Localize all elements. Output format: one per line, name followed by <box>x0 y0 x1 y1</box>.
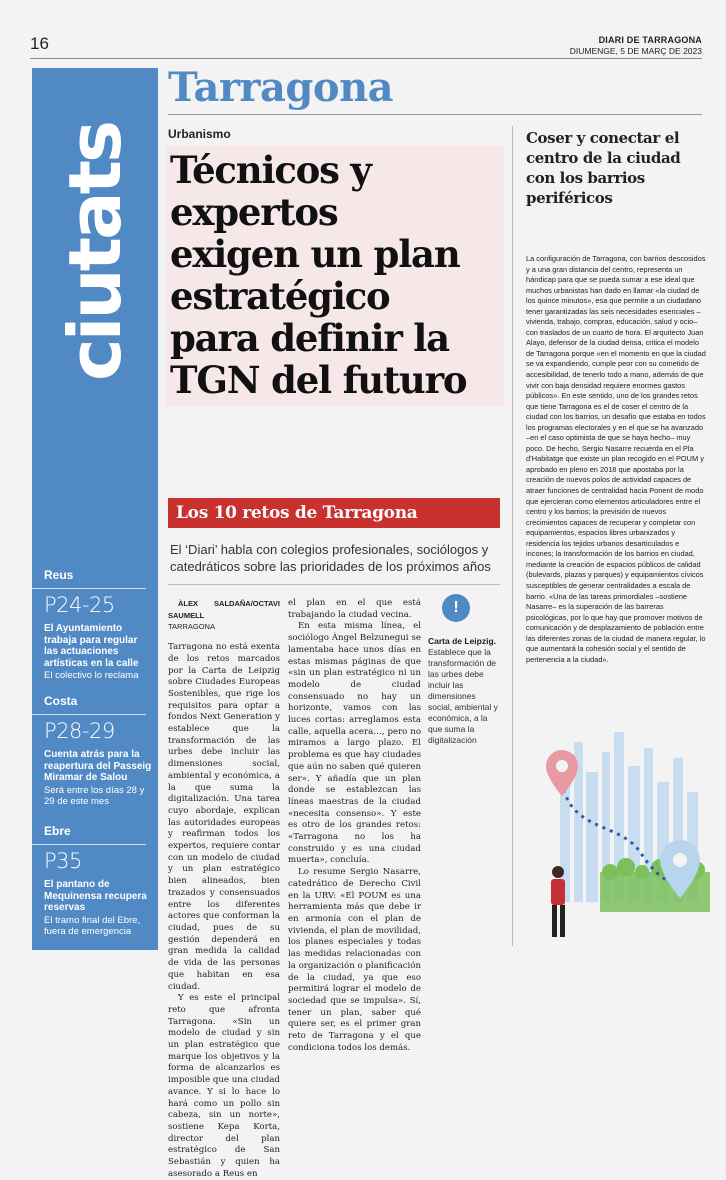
sidebar-section-pages: P28-29 <box>44 719 115 743</box>
divider <box>168 584 500 585</box>
issue-date: DIUMENGE, 5 DE MARÇ DE 2023 <box>569 46 702 56</box>
sidebar-section-ebre[interactable] <box>44 824 152 937</box>
exclamation-icon: ! <box>442 594 470 622</box>
byline-city: TARRAGONA <box>168 622 215 632</box>
article-column-2 <box>288 598 421 1054</box>
sidebar-label <box>50 82 140 422</box>
article-subhead: El ‘Diari’ habla con colegios profesionales, sociólogos y catedráticos sobre las prioridades de los próximos años <box>170 542 491 574</box>
divider <box>32 714 146 715</box>
section-title: Tarragona <box>168 64 394 111</box>
sidebar-section-headline: Cuenta atrás para la reapertura del Passeig Miramar de Salou <box>44 749 152 783</box>
sidebar-section-sub: Será entre los días 28 y 29 de este mes <box>44 784 145 807</box>
divider <box>32 844 146 845</box>
sidebar-section-pages: P24-25 <box>44 593 115 617</box>
sidebar-section-name: Costa <box>44 694 78 708</box>
divider <box>32 588 146 589</box>
sidebar-section-costa[interactable] <box>44 694 152 807</box>
map-pin-icon <box>546 750 578 796</box>
series-title-bar: Los 10 retos de Tarragona <box>168 498 500 528</box>
headline-line: estratégico <box>170 274 390 318</box>
paragraph: el plan en el que está trabajando la ciudad vecina. <box>288 598 421 620</box>
sidebar-article-body: La configuración de Tarragona, con barrios descosidos y a una gran distancia del centro, representa un hándicap para que se pueda sumar a ese ideal que muchos urbanistas han dado en llamar «la ciudad de los quince minutos», esa que permite a un ciudadano tener garantizadas las seis necesidades esenciales –vivienda, trabajo, compras, educación, salud y ocio– con traslados de un cuarto de hora. El arquitecto Juan Alayo, defensor de la ciudad densa, critica el modelo de Tarragona porque «en el momento en que la ciudad se va expandiendo, cumple peor con su cometido de accesibilidad, de tenerlo todo a mano, además de que vivir con baja densidad requiere enormes gastos públicos». En este sentido, uno de los grandes retos que tiene Tarragona es el de coser el centro de la ciudad con los barrios, un desafío que estaba en todos los programas electorales y en el que se ha avanzado –en el caso optimista de que se haya hecho– muy poco. De hecho, Sergio Nasarre recuerda en el Pla d’Habitatge que existe un plan recogido en el POUM y aprobado en pleno en 2018 que apostaba por la creación de nuevos polos de actividad capaces de atraer funciones de centralidad hacia Ponent de modo que ejercieran como elementos articuladores entre el centro y los barrios; la previsión de nuevos crecimientos capaces de recuperar y completar con equipamientos, espacios libres urbanizados y residencia los tejidos urbanos desarticulados e incones; la transformación de los barrios en ciudad, mediante la creación de espacios públicos de calidad (bulevards, plazas y parques) y equipamientos cívicos susceptibles de generar centralidades a escala de barrio. «Una de las tareas primordiales –sostiene Nasarre– es la superación de las barreras psicológicas, por lo que hay que promover motivos de comunicación y de desplazamiento de población entre las diferentes zonas de la ciudad de manera regular, lo que aumentará la cohesión social y el sentido de pertenencia a la ciudad». <box>526 254 706 664</box>
sidebar-section-name: Ebre <box>44 824 71 838</box>
article-headline <box>166 145 504 407</box>
sidebar-section-pages: P35 <box>44 849 82 873</box>
city-illustration <box>530 722 714 950</box>
article-column-1 <box>168 598 280 1180</box>
headline-line: Técnicos y <box>170 148 371 192</box>
note-title: Carta de Leipzig. <box>428 636 497 646</box>
headline-text <box>170 149 500 401</box>
headline-line: TGN del futuro <box>170 358 467 402</box>
paragraph: Y es este el principal reto que afronta Tarragona. «Sin un modelo de ciudad y sin un plan estratégico que marque los objetivos y la forma de alcanzarlos es imposible que una ciudad avance. Y si lo hace lo hará como un pollo sin cabeza, sin un norte», sostiene Kepa Korta, director del plan estratégico de San Sebastián y quien ha asesorado a Reus en <box>168 993 280 1179</box>
paragraph: Tarragona no está exenta de los retos marcados por la Carta de Leipzig sobre Ciudades Europeas Sostenibles, que rige los requisitos para optar a fondos Next Generation y establece que la transformación de las urbes debe incluir las dimensiones social, ambiental y económica, a la que suma la digitalización. Una tarea cuyo abordaje, explican las autoridades europeas y reafirman todos los expertos, requiere contar con un modelo de ciudad y un plan estratégico bien alineados, bien trazados y consensuados entre los diferentes actores que conforman la ciudad, pues de su gestión dependerá en gran medida la calidad de vida de las personas que habitan en esa ciudad. <box>168 642 280 992</box>
sidebar-label-text: ciutats <box>53 123 137 381</box>
masthead <box>570 35 702 56</box>
headline-line: exigen un plan <box>170 232 460 276</box>
sidebar-section-sub: El colectivo lo reclama <box>44 670 139 681</box>
sidebar-section-sub: El tramo final del Ebre, fuera de emergencia <box>44 914 141 937</box>
paragraph: Lo resume Sergio Nasarre, catedrático de Derecho Civil en la URV: «El POUM es una herramienta más que debe ir en armonía con el plan de vivienda, el plan de movilidad, los planes especiales y todas las medidas relacionadas con la organización o planificación de la ciudad, ya que eso permitirá lograr el modelo de sociedad que se impulsa». Sí, tener un plan, saber qué quiere ser, es el primer gran reto de Tarragona y el que condiciona todos los demás. <box>288 867 421 1053</box>
sidebar-section-headline: El pantano de Mequinensa recupera reservas <box>44 879 147 913</box>
note-body: Establece que la transformación de las urbes debe incluir las dimensiones social, ambiental y económica, a la que suma la digitalización <box>428 647 498 745</box>
divider <box>168 114 702 115</box>
info-note <box>428 594 500 746</box>
divider <box>512 126 513 946</box>
sidebar-section-reus[interactable] <box>44 568 152 681</box>
byline: ÀLEX SALDAÑA/OCTAVI SAUMELL <box>168 599 280 620</box>
headline-line: expertos <box>170 190 338 234</box>
sidebar-section-headline: El Ayuntamiento trabaja para regular las actuaciones artísticas en la calle <box>44 623 139 669</box>
page-number: 16 <box>30 34 49 53</box>
section-sidebar <box>32 68 158 950</box>
article-kicker: Urbanismo <box>168 127 231 141</box>
sidebar-section-name: Reus <box>44 568 74 582</box>
sidebar-article-title: Coser y conectar el centro de la ciudad con los barrios periféricos <box>526 129 681 207</box>
top-rule <box>30 58 702 59</box>
paragraph: En esta misma línea, el sociólogo Àngel Belzunegui se lamentaba hace unos días en estas mismas páginas de que «sin un plan estratégico ni un modelo de ciudad consensuado no hay un horizonte, vamos con las luces cortas: arreglamos esta calle, aquella acera…, pero no miramos a largo plazo. El problema es que hay ciudades que aún no saben qué quieren ser». Y añadía que un plan donde se establezcan las líneas maestras de la ciudad «necesita consenso». Y este es otro de los grandes retos: «Tarragona no los ha construido y es una ciudad muerta», concluía. <box>288 621 421 866</box>
newspaper-name: DIARI DE TARRAGONA <box>598 35 702 45</box>
headline-line: para definir la <box>170 316 449 360</box>
